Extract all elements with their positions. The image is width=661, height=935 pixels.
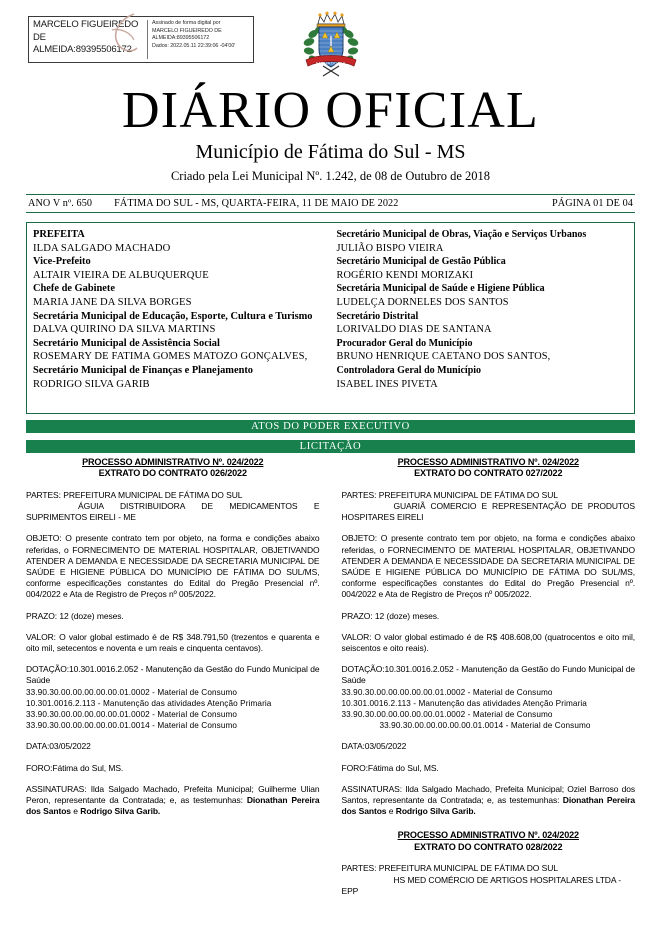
- article-process-number: PROCESSO ADMINISTRATIVO Nº. 024/2022: [397, 830, 579, 841]
- partes-label: PARTES: PREFEITURA MUNICIPAL DE FÁTIMA DO SUL: [341, 489, 558, 500]
- partes-party: GUARIÃ COMERCIO E REPRESENTAÇÃO DE PRODUTOS HOSPITARES EIRELI: [341, 501, 635, 523]
- official-name: ALTAIR VIEIRA DE ALBUQUERQUE: [33, 269, 209, 281]
- article-prazo-027: PRAZO: 12 (doze) meses.: [341, 610, 440, 621]
- article-dotacao-027: [342, 664, 636, 686]
- official-name: DALVA QUIRINO DA SILVA MARTINS: [33, 324, 216, 336]
- signer-line-1: MARCELO FIGUEIREDO: [33, 19, 139, 30]
- dotacao-line: 10.301.0016.2.113 - Manutenção das atividades Atenção Primaria: [26, 698, 272, 708]
- official-role: Procurador Geral do Município: [336, 337, 473, 349]
- signer-line-2: DE: [33, 31, 46, 43]
- official-name: LORIVALDO DIAS DE SANTANA: [336, 324, 492, 336]
- witness-name-2: Rodrigo Silva Garib.: [395, 806, 476, 817]
- column-right: [331, 457, 636, 897]
- signature-details: [148, 17, 253, 62]
- banner-bidding: LICITAÇÃO: [26, 440, 635, 453]
- issue-date: FÁTIMA DO SUL - MS, QUARTA-FEIRA, 11 DE MAIO DE 2022: [114, 198, 399, 209]
- article-assinaturas-027: [342, 784, 636, 818]
- article-data-026: DATA:03/05/2022: [26, 741, 91, 752]
- coat-of-arms-icon: [296, 10, 366, 82]
- article-process-number: PROCESSO ADMINISTRATIVO Nº. 024/2022: [82, 457, 264, 467]
- dotacao-line: 10.301.0016.2.113 - Manutenção das atividades Atenção Primaria: [341, 698, 587, 708]
- partes-label: PARTES: PREFEITURA MUNICIPAL DE FÁTIMA DO SUL: [341, 863, 558, 874]
- article-heading-026: [26, 457, 320, 480]
- issue-number: ANO V nº. 650: [28, 198, 93, 209]
- official-name: ILDA SALGADO MACHADO: [33, 242, 171, 254]
- masthead-law-reference: Criado pela Lei Municipal Nº. 1.242, de 08 de Outubro de 2018: [170, 169, 491, 183]
- issue-info-bar: [26, 194, 635, 213]
- page-number: PÁGINA 01 DE 04: [551, 198, 633, 209]
- article-valor-026: VALOR: O valor global estimado é de R$ 348.791,50 (trezentos e quarenta e oito mil, setecentos e noventa e um reais e cinquenta centavos).: [26, 631, 320, 654]
- column-left: [26, 457, 331, 897]
- article-extract-number: EXTRATO DO CONTRATO 027/2022: [414, 468, 563, 479]
- article-foro-026: FORO:Fátima do Sul, MS.: [26, 762, 124, 773]
- dotacao-head: DOTAÇÃO:10.301.0016.2.052 - Manutenção da Gestão do Fundo Municipal de Saúde: [26, 664, 320, 686]
- article-objeto-026: OBJETO: O presente contrato tem por objeto, na forma e condições abaixo referidas, o FORNECIMENTO DE MATERIAL HOSPITALAR, OBJETIVANDO ATENDER A DEMANDA E NECESSIDADE DA SECRETARIA MUNICIPAL DE SAÚDE E HIGIENE PÚBLICA DO MUNICÍPIO DE FÁTIMA DO SUL/MS, conforme especificações constantes do Edital do Pregão Presencial nº. 004/2022 e Ata de Registro de Preços nº 005/2022.: [26, 533, 320, 600]
- svg-text:FATIMA DO SUL: FATIMA DO SUL: [315, 60, 346, 66]
- dotacao-line-indented: 33.90.30.00.00.00.00.00.01.0014 - Material de Consumo: [379, 721, 591, 731]
- official-role: Controladora Geral do Município: [336, 364, 482, 376]
- official-name: LUDELÇA DORNELES DOS SANTOS: [336, 296, 509, 308]
- officials-box: [26, 222, 635, 414]
- masthead-subtitle: Município de Fátima do Sul - MS: [195, 141, 466, 163]
- assinaturas-conjunction: e: [70, 806, 81, 817]
- dotacao-line: 33.90.30.00.00.00.00.00.01.0002 - Material de Consumo: [26, 710, 238, 720]
- article-columns: [26, 453, 635, 897]
- article-objeto-027: OBJETO: O presente contrato tem por objeto, na forma e condições abaixo referidas, o FORNECIMENTO DE MATERIAL HOSPITALAR, OBJETIVANDO ATENDER A DEMANDA E NECESSIDADE DA SECRETARIA MUNICIPAL DE SAÚDE E HIGIENE PÚBLICA DO MUNICÍPIO DE FÁTIMA DO SUL/MS, conforme especificações constantes do Edital do Pregão Presencial nº. 004/2022 e Ata de Registro de Preços nº 005/2022.: [341, 533, 635, 600]
- article-heading-027: [342, 457, 636, 480]
- dotacao-line: 33.90.30.00.00.00.00.00.01.0014 - Material de Consumo: [26, 721, 238, 731]
- signature-detail-3: ALMEIDA:89395506172: [152, 35, 210, 42]
- officials-column-left: [33, 228, 331, 408]
- partes-label: PARTES: PREFEITURA MUNICIPAL DE FÁTIMA DO SUL: [26, 489, 243, 500]
- official-name: MARIA JANE DA SILVA BORGES: [33, 296, 192, 308]
- official-role: Secretária Municipal de Educação, Esporte, Cultura e Turismo: [33, 310, 313, 322]
- assinaturas-conjunction: e: [386, 806, 396, 817]
- partes-party: HS MED COMÉRCIO DE ARTIGOS HOSPITALARES LTDA - EPP: [341, 874, 622, 896]
- official-name: JULIÃO BISPO VIEIRA: [336, 242, 444, 254]
- article-process-number: PROCESSO ADMINISTRATIVO Nº. 024/2022: [397, 457, 579, 467]
- assinaturas-text: ASSINATURAS: Ilda Salgado Machado, Prefeita Municipal; Guilherme Ulian Peron, representante da Contratada; e, as testemunhas:: [26, 783, 320, 806]
- official-role: Secretário Municipal de Obras, Viação e Serviços Urbanos: [336, 229, 587, 240]
- dotacao-head: DOTAÇÃO:10.301.0016.2.052 - Manutenção da Gestão do Fundo Municipal de Saúde: [341, 664, 635, 686]
- article-data-027: DATA:03/05/2022: [341, 741, 407, 752]
- article-prazo-026: PRAZO: 12 (doze) meses.: [26, 610, 124, 621]
- article-assinaturas-026: [26, 784, 320, 818]
- article-partes-027: [342, 490, 636, 524]
- official-name: ROSEMARY DE FATIMA GOMES MATOZO GONÇALVES,: [33, 351, 308, 363]
- assinaturas-text: ASSINATURAS: Ilda Salgado Machado, Prefeita Municipal; Oziel Barroso dos Santos, representante da Contratada; e, as testemunhas:: [341, 783, 635, 806]
- official-role: Secretário Distrital: [336, 310, 419, 322]
- official-name: BRUNO HENRIQUE CAETANO DOS SANTOS,: [336, 351, 551, 363]
- official-role: Secretário Municipal de Gestão Pública: [336, 256, 506, 268]
- article-heading-028: [342, 830, 636, 853]
- official-role: Vice-Prefeito: [33, 256, 91, 268]
- signature-detail-4: Dados: 2022.05.11 22:39:06 -04'00': [152, 42, 236, 49]
- official-role: Secretário Municipal de Assistência Social: [33, 337, 220, 349]
- article-dotacao-026: [26, 664, 320, 686]
- article-partes-026: [26, 490, 320, 524]
- official-name: ROGÉRIO KENDI MORIZAKI: [336, 269, 474, 281]
- witness-name-1: Dionathan Pereira dos Santos: [341, 795, 635, 817]
- page-title: DIÁRIO OFICIAL: [122, 82, 539, 139]
- dotacao-line: 33.90.30.00.00.00.00.00.01.0002 - Material de Consumo: [26, 687, 238, 697]
- witness-name-2: Rodrigo Silva Garib.: [80, 806, 161, 817]
- signer-line-3: ALMEIDA:89395506172: [33, 44, 132, 56]
- digital-signature-stamp: [28, 16, 254, 63]
- article-extract-number: EXTRATO DO CONTRATO 026/2022: [98, 468, 247, 479]
- signature-detail-1: Assinado de forma digital por: [152, 20, 221, 26]
- officials-column-right: [331, 228, 629, 408]
- official-role: Secretária Municipal de Saúde e Higiene Pública: [336, 283, 545, 295]
- signature-detail-2: MARCELO FIGUEIREDO DE: [152, 27, 222, 34]
- witness-name-1: Dionathan Pereira dos Santos: [26, 795, 320, 817]
- dotacao-line: 33.90.30.00.00.00.00.00.01.0002 - Material de Consumo: [341, 710, 553, 720]
- article-extract-number: EXTRATO DO CONTRATO 028/2022: [414, 841, 563, 852]
- partes-party: ÁGUIA DISTRIBUIDORA DE MEDICAMENTOS E SUPRIMENTOS EIRELI - ME: [26, 501, 320, 523]
- official-role: PREFEITA: [33, 229, 85, 240]
- official-role: Chefe de Gabinete: [33, 283, 115, 295]
- article-partes-028: [342, 863, 636, 897]
- article-valor-027: VALOR: O valor global estimado é de R$ 408.608,00 (quatrocentos e oito mil, seiscentos e oito reais).: [341, 631, 635, 654]
- banner-executive-acts: ATOS DO PODER EXECUTIVO: [26, 420, 635, 433]
- signature-signer-name: [29, 17, 147, 62]
- article-foro-027: FORO:Fátima do Sul, MS.: [341, 762, 439, 773]
- dotacao-line: 33.90.30.00.00.00.00.00.01.0002 - Material de Consumo: [341, 687, 553, 697]
- official-role: Secretário Municipal de Finanças e Planejamento: [33, 364, 254, 376]
- official-name: RODRIGO SILVA GARIB: [33, 378, 150, 390]
- official-name: ISABEL INES PIVETA: [336, 378, 438, 390]
